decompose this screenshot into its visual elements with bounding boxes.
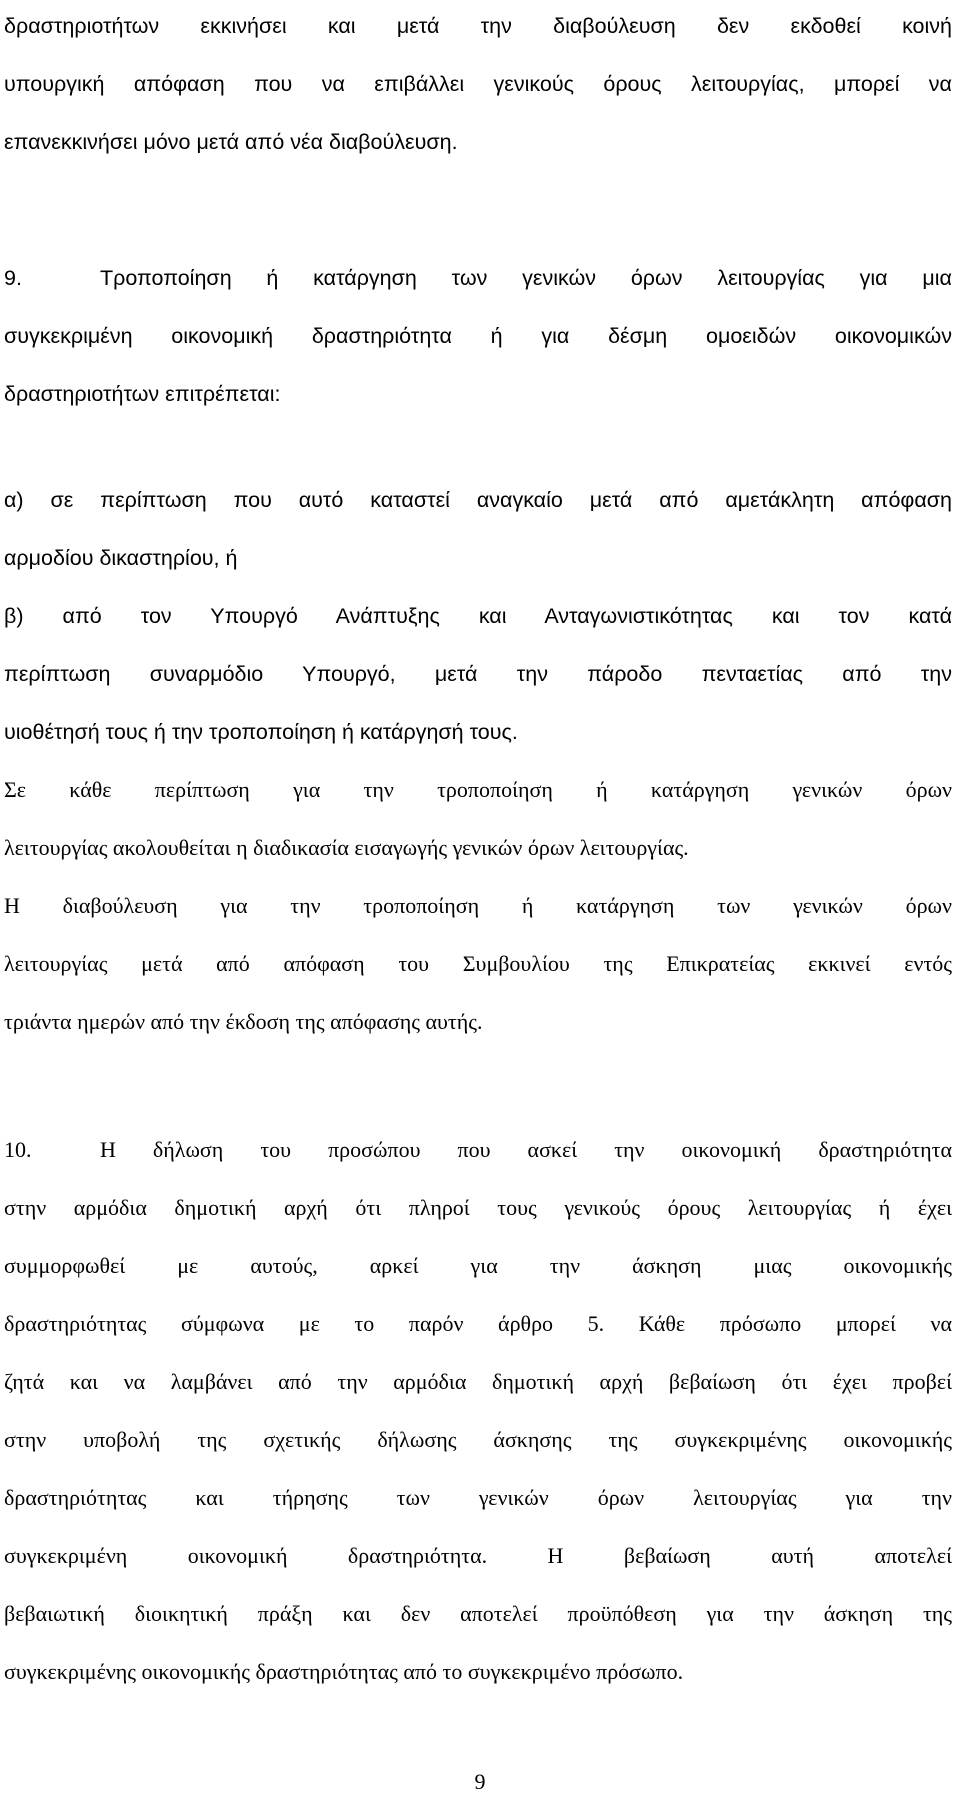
text-line: στην αρμόδια δημοτική αρχή ότι πληροί τους γενικούς όρους λειτουργίας ή έχει: [4, 1195, 952, 1220]
text-line: β) από τον Υπουργό Ανάπτυξης και Ανταγωνιστικότητας και τον κατά: [4, 604, 952, 628]
text-line: ζητά και να λαμβάνει από την αρμόδια δημοτική αρχή βεβαίωση ότι έχει προβεί: [4, 1369, 952, 1394]
text-line: συμμορφωθεί με αυτούς, αρκεί για την άσκηση μιας οικονομικής: [4, 1253, 952, 1278]
text-line: επανεκκινήσει μόνο μετά από νέα διαβούλευση.: [4, 130, 458, 154]
text-line: τριάντα ημερών από την έκδοση της απόφασης αυτής.: [4, 1009, 483, 1034]
text-line: Σε κάθε περίπτωση για την τροποποίηση ή κατάργηση γενικών όρων: [4, 777, 952, 802]
text-line: δραστηριότητας και τήρησης των γενικών όρων λειτουργίας για την: [4, 1485, 952, 1510]
text-line: συγκεκριμένης οικονομικής δραστηριότητας από το συγκεκριμένο πρόσωπο.: [4, 1659, 684, 1684]
text-line: Τροποποίηση ή κατάργηση των γενικών όρων λειτουργίας για μια: [100, 266, 952, 290]
text-line: συγκεκριμένη οικονομική δραστηριότητα. Η βεβαίωση αυτή αποτελεί: [4, 1543, 952, 1568]
text-line: στην υποβολή της σχετικής δήλωσης άσκησης της συγκεκριμένης οικονομικής: [4, 1427, 952, 1452]
text-line: υπουργική απόφαση που να επιβάλλει γενικούς όρους λειτουργίας, μπορεί να: [4, 72, 952, 96]
text-line: α) σε περίπτωση που αυτό καταστεί αναγκαίο μετά από αμετάκλητη απόφαση: [4, 488, 952, 512]
text-line: βεβαιωτική διοικητική πράξη και δεν αποτελεί προϋπόθεση για την άσκηση της: [4, 1601, 952, 1626]
text-line: συγκεκριμένη οικονομική δραστηριότητα ή για δέσμη ομοειδών οικονομικών: [4, 324, 952, 348]
text-line: λειτουργίας ακολουθείται η διαδικασία εισαγωγής γενικών όρων λειτουργίας.: [4, 835, 689, 860]
text-line: δραστηριοτήτων επιτρέπεται:: [4, 382, 281, 406]
text-line: δραστηριοτήτων εκκινήσει και μετά την διαβούλευση δεν εκδοθεί κοινή: [4, 14, 952, 38]
item-number: 10.: [4, 1137, 32, 1162]
text-line: Η διαβούλευση για την τροποποίηση ή κατάργηση των γενικών όρων: [4, 893, 952, 918]
item-number: 9.: [4, 266, 22, 290]
text-line: λειτουργίας μετά από απόφαση του Συμβουλίου της Επικρατείας εκκινεί εντός: [4, 951, 952, 976]
text-line: υιοθέτησή τους ή την τροποποίηση ή κατάργησή τους.: [4, 720, 518, 744]
text-line: αρμοδίου δικαστηρίου, ή: [4, 546, 238, 570]
page-number: 9: [474, 1769, 486, 1794]
text-line: περίπτωση συναρμόδιο Υπουργό, μετά την πάροδο πενταετίας από την: [4, 662, 952, 686]
text-line: Η δήλωση του προσώπου που ασκεί την οικονομική δραστηριότητα: [100, 1137, 952, 1162]
text-line: δραστηριότητας σύμφωνα με το παρόν άρθρο 5. Κάθε πρόσωπο μπορεί να: [4, 1311, 952, 1336]
